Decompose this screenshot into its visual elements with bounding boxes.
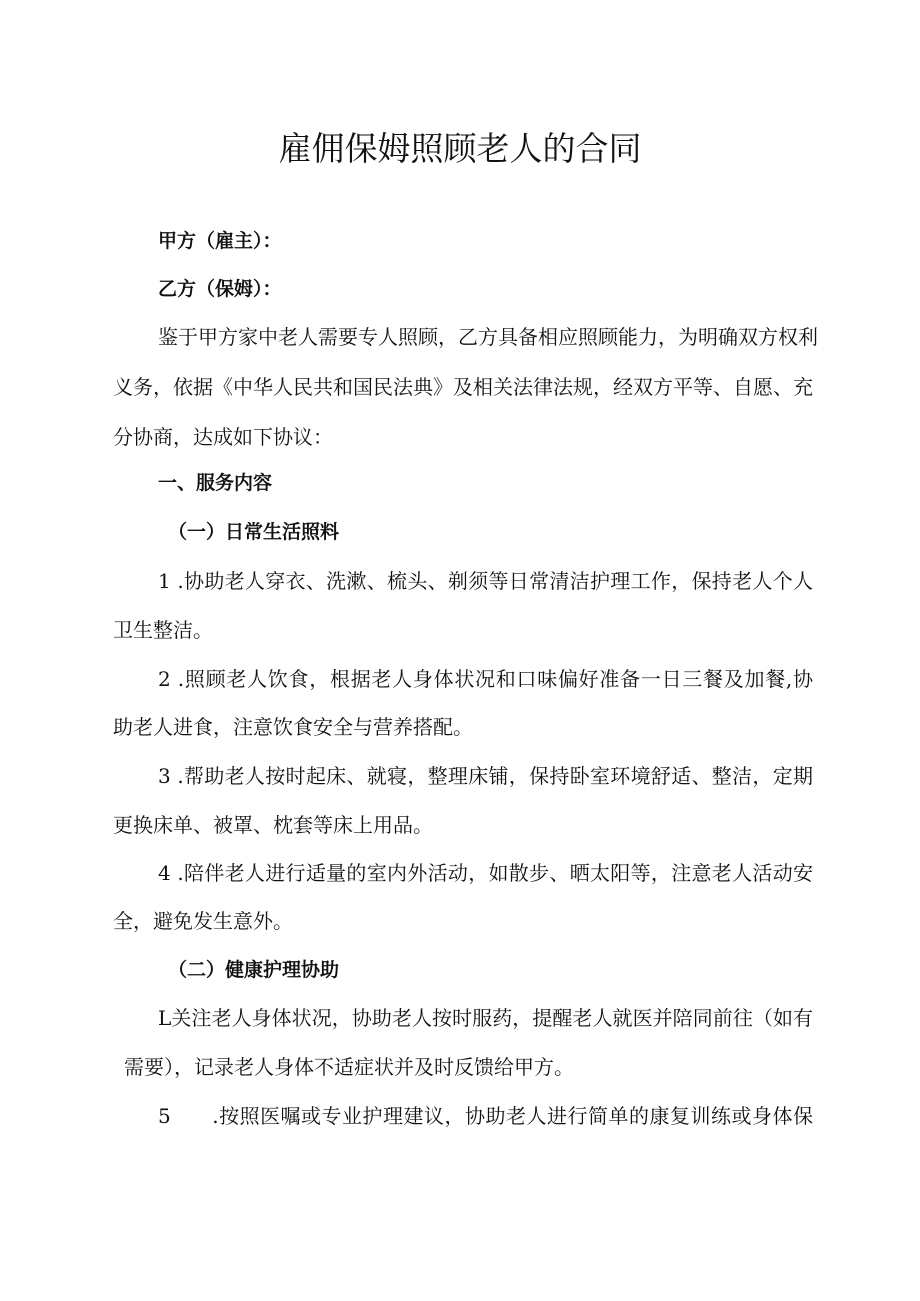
party-b-label: 乙方（保姆）： — [158, 278, 282, 300]
health-2-line-1: 5 .按照医嘱或专业护理建议，协助老人进行简单的康复训练或身体保 — [158, 1104, 813, 1128]
item-2-line-1: 2 .照顾老人饮食，根据老人身体状况和口味偏好准备一日三餐及加餐,协 — [158, 667, 813, 691]
preamble-line-1: 鉴于甲方家中老人需要专人照顾，乙方具备相应照顾能力，为明确双方权利 — [158, 325, 818, 349]
item-3-line-2: 更换床单、被罩、枕套等床上用品。 — [113, 813, 433, 837]
item-2-line-2: 助老人进食，注意饮食安全与营养搭配。 — [113, 715, 473, 739]
health-1-line-1: L关注老人身体状况，协助老人按时服药，提醒老人就医并陪同前往（如有 — [158, 1006, 813, 1030]
health-1-line-2: 需要），记录老人身体不适症状并及时反馈给甲方。 — [124, 1055, 574, 1079]
item-4-line-1: 4 .陪伴老人进行适量的室内外活动，如散步、晒太阳等，注意老人活动安 — [158, 861, 813, 885]
subsection-1-heading: （一）日常生活照料 — [168, 521, 340, 543]
item-3-line-1: 3 .帮助老人按时起床、就寝，整理床铺，保持卧室环境舒适、整洁，定期 — [158, 764, 813, 788]
item-1-line-1: 1 .协助老人穿衣、洗漱、梳头、剃须等日常清洁护理工作，保持老人个人 — [158, 569, 813, 593]
document-title: 雇佣保姆照顾老人的合同 — [278, 129, 642, 168]
party-a-label: 甲方（雇主）： — [158, 230, 282, 252]
preamble-line-2: 义务，依据《中华人民共和国民法典》及相关法律法规，经双方平等、自愿、充 — [113, 375, 813, 399]
subsection-2-heading: （二）健康护理协助 — [168, 959, 340, 981]
item-1-line-2: 卫生整洁。 — [113, 618, 213, 642]
preamble-line-3: 分协商，达成如下协议： — [113, 425, 333, 449]
item-4-line-2: 全，避免发生意外。 — [113, 909, 293, 933]
section-1-heading: 一、服务内容 — [158, 472, 273, 494]
